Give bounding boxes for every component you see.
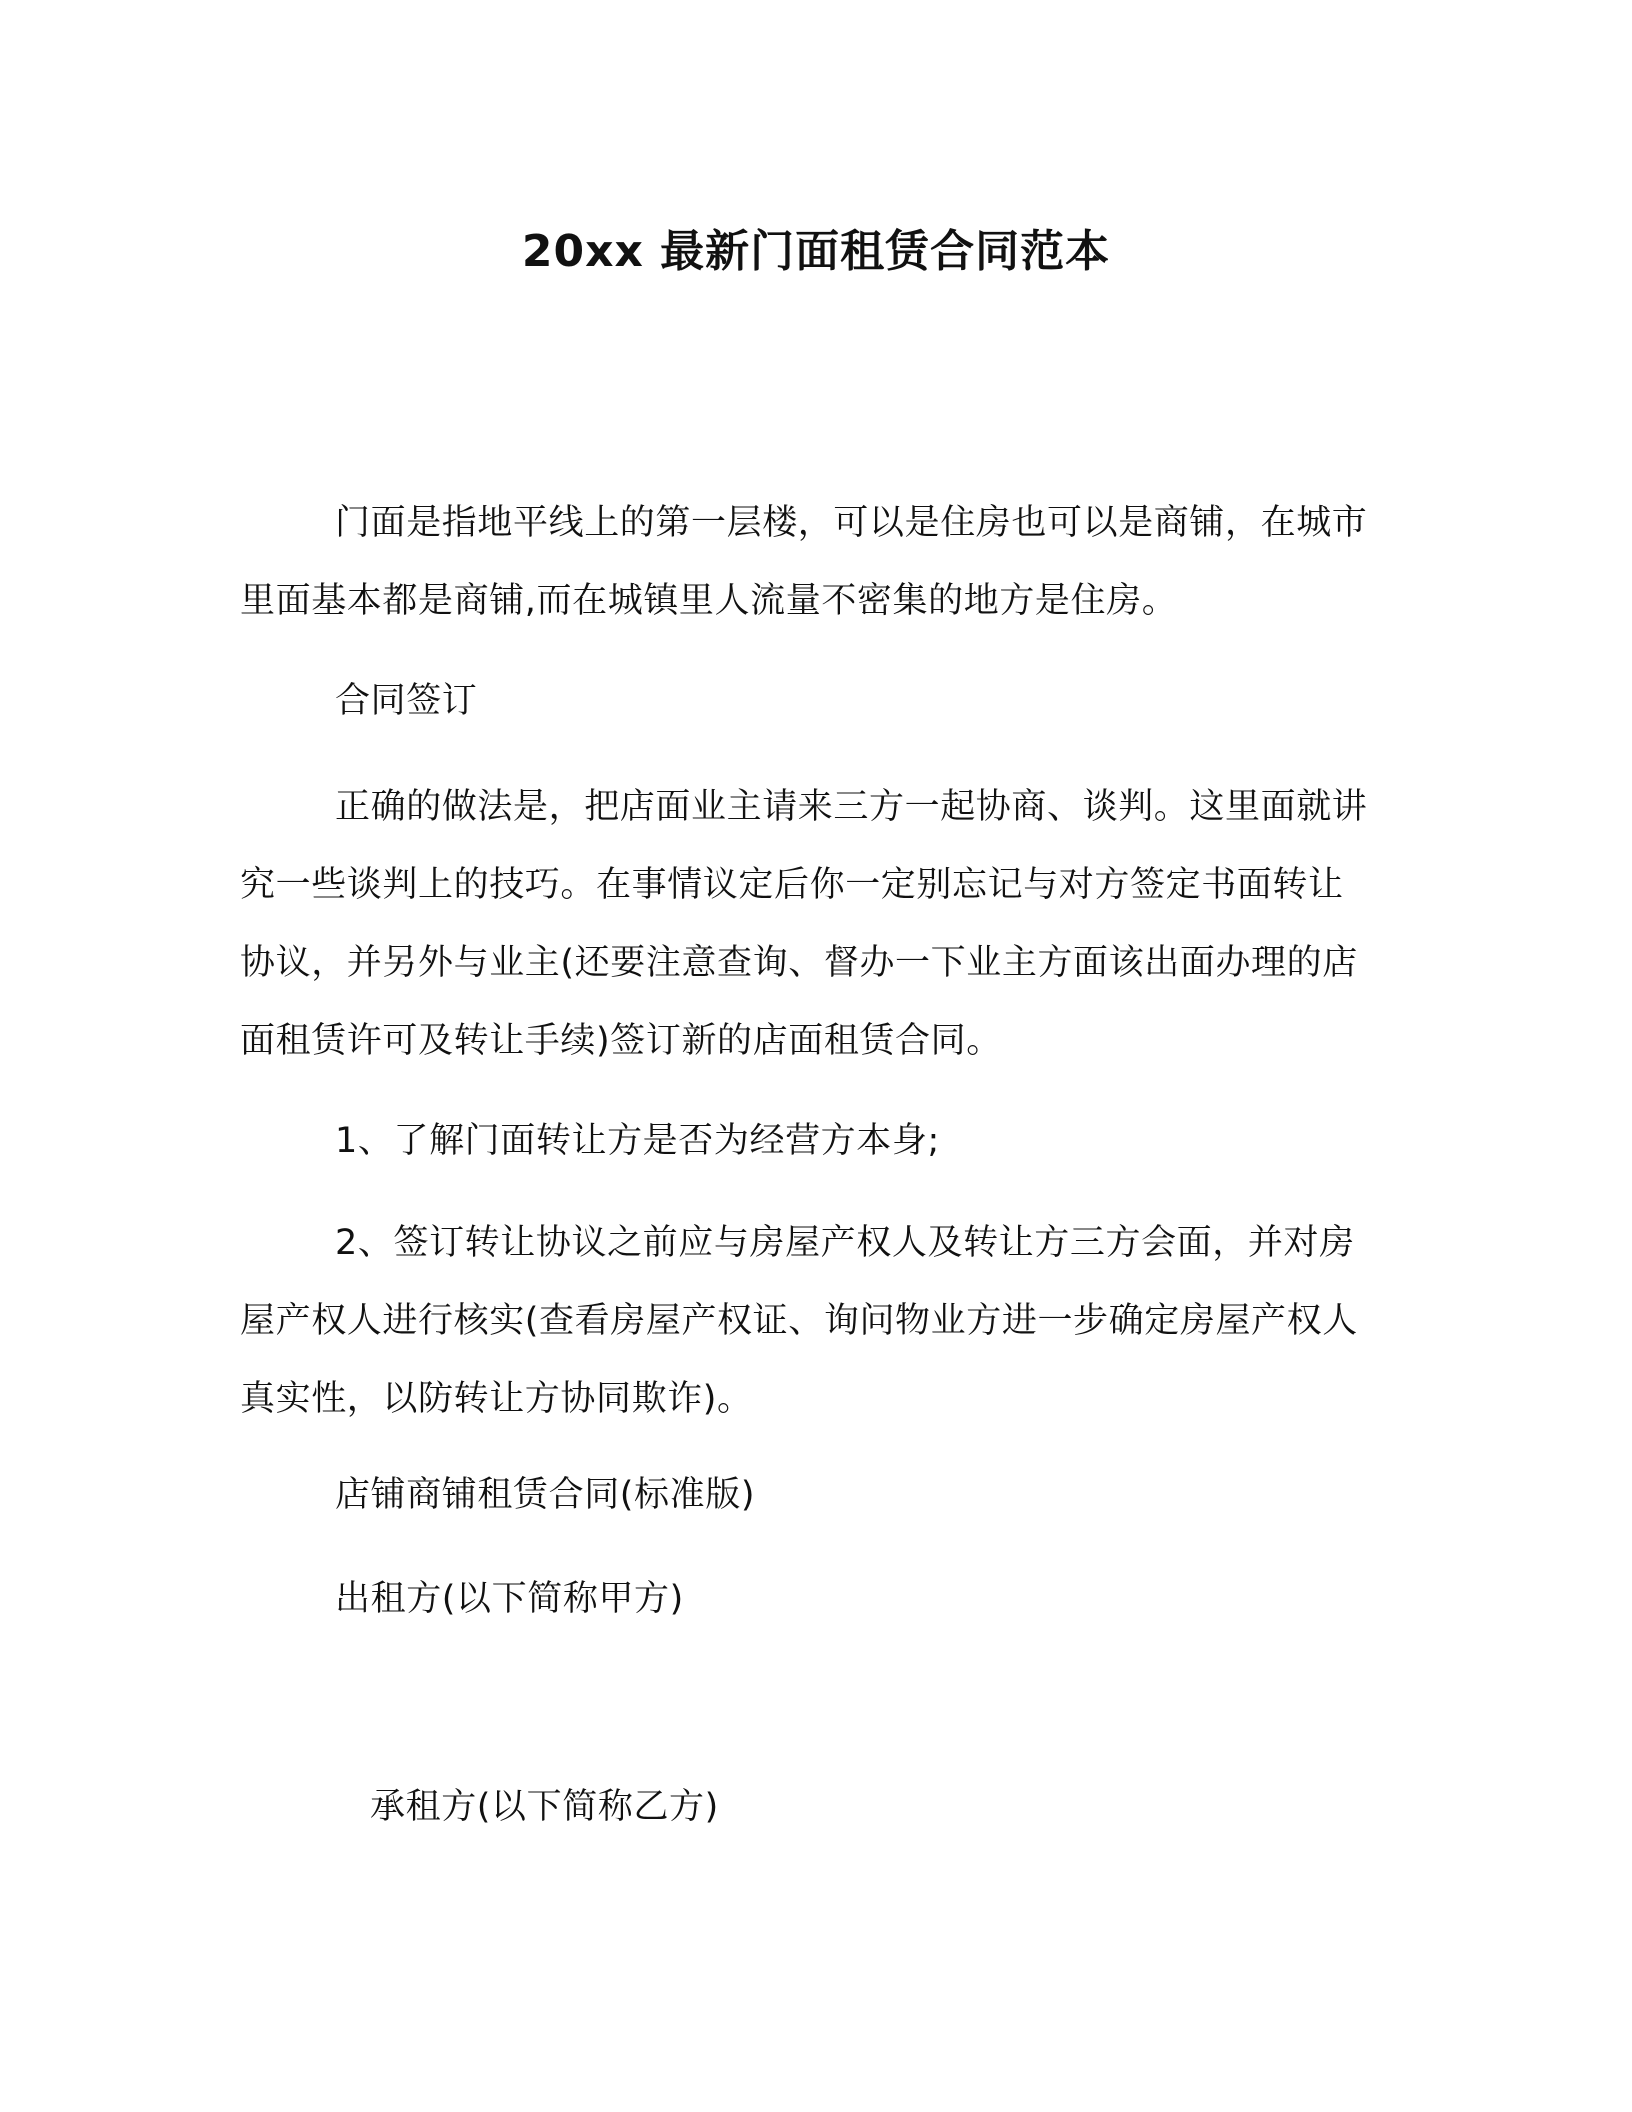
document-title: 20xx 最新门面租赁合同范本 [521, 226, 1111, 277]
list-item-2: 2、签订转让协议之前应与房屋产权人及转让方三方会面，并对房屋产权人进行核实(查看房屋产权证、询问物业方进一步确定房屋产权人真实性，以防转让方协同欺诈)。 [240, 1223, 1358, 1419]
signing-paragraph: 正确的做法是，把店面业主请来三方一起协商、谈判。这里面就讲究一些谈判上的技巧。在事情议定后你一定别忘记与对方签定书面转让协议，并另外与业主(还要注意查询、督办一下业主方面该出面办理的店面租赁许可及转让手续)签订新的店面租赁合同。 [240, 787, 1368, 1061]
intro-paragraph: 门面是指地平线上的第一层楼，可以是住房也可以是商铺，在城市里面基本都是商铺,而在城镇里人流量不密集的地方是住房。 [240, 503, 1368, 621]
lessor-label: 出租方(以下简称甲方) [335, 1579, 684, 1619]
lessee-label: 承租方(以下简称乙方) [370, 1787, 719, 1827]
section-heading-signing: 合同签订 [335, 681, 478, 721]
list-item-1: 1、了解门面转让方是否为经营方本身; [335, 1121, 940, 1161]
contract-title: 店铺商铺租赁合同(标准版) [335, 1475, 756, 1515]
